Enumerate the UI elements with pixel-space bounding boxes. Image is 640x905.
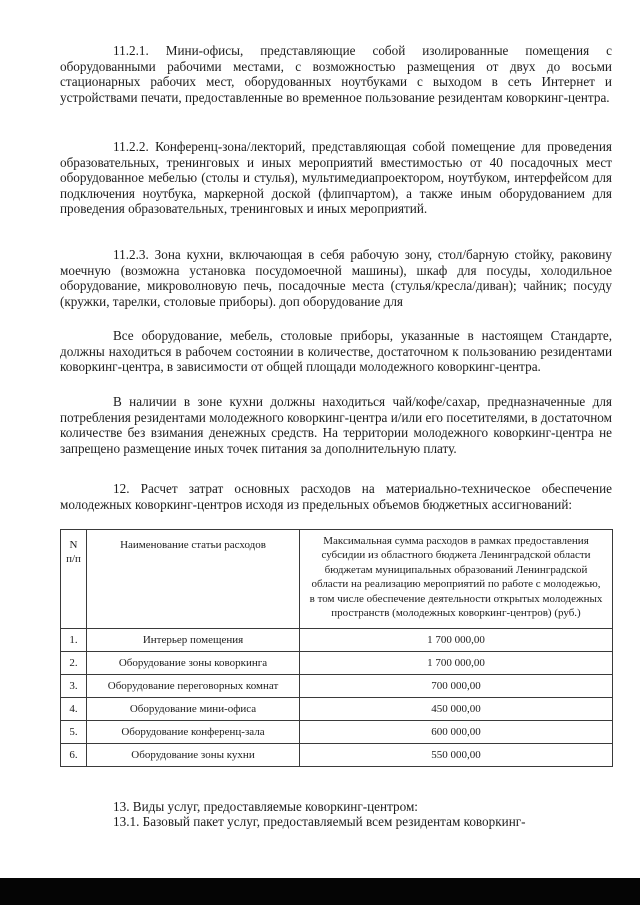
row-amount: 450 000,00 xyxy=(300,698,613,721)
row-item-name: Оборудование зоны коворкинга xyxy=(87,652,300,675)
row-number: 5. xyxy=(61,721,87,744)
header-item-name: Наименование статьи расходов xyxy=(87,530,300,629)
budget-table xyxy=(60,529,613,767)
row-number: 4. xyxy=(61,698,87,721)
paragraph-equipment: Все оборудование, мебель, столовые приборы, указанные в настоящем Стандарте, должны находиться в рабочем состоянии в количестве, достаточном к пользованию резидентами коворкинг-центра, в зависимости от общей площади молодежного коворкинг-центра. xyxy=(60,328,612,375)
row-item-name: Оборудование зоны кухни xyxy=(87,744,300,767)
row-amount: 1 700 000,00 xyxy=(300,629,613,652)
row-number: 3. xyxy=(61,675,87,698)
paragraph-11-2-2: 11.2.2. Конференц-зона/лекторий, представляющая собой помещение для проведения образовательных, тренинговых и иных мероприятий вместимостью от 40 посадочных мест оборудованное мебелью (столы и стулья), мультимедиапроектором, ноутбуком, интерфейсом для подключения ноутбука, маркерной доской (флипчартом), а также иным оборудованием для проведения образовательных, тренинговых и иных мероприятий. xyxy=(60,139,612,217)
row-item-name: Интерьер помещения xyxy=(87,629,300,652)
row-amount: 600 000,00 xyxy=(300,721,613,744)
table-row xyxy=(61,744,613,767)
section-13-heading: 13. Виды услуг, предоставляемые коворкинг-центром: xyxy=(113,799,418,814)
header-max-amount: Максимальная сумма расходов в рамках предоставления субсидии из областного бюджета Ленинградской области бюджетам муниципальных образований Ленинградской области на реализацию мероприятий по работе с молодежью, в том числе обеспечение деятельности открытых молодежных пространств (молодежных коворкинг-центров) (руб.) xyxy=(300,530,613,629)
row-item-name: Оборудование конференц-зала xyxy=(87,721,300,744)
row-amount: 700 000,00 xyxy=(300,675,613,698)
table-header-row xyxy=(61,530,613,629)
table-row xyxy=(61,675,613,698)
section-13-1-line: 13.1. Базовый пакет услуг, предоставляемый всем резидентам коворкинг- xyxy=(113,814,526,829)
paragraph-11-2-1: 11.2.1. Мини-офисы, представляющие собой изолированные помещения с оборудованными рабочими местами, с возможностью размещения от двух до восьми стационарных рабочих мест, оборудованных ноутбуками с выходом в сеть Интернет и устройствами печати, предоставленные во временное пользование резидентам коворкинг-центра. xyxy=(60,43,612,105)
row-item-name: Оборудование переговорных комнат xyxy=(87,675,300,698)
row-number: 6. xyxy=(61,744,87,767)
row-item-name: Оборудование мини-офиса xyxy=(87,698,300,721)
paragraph-12-heading: 12. Расчет затрат основных расходов на материально-техническое обеспечение молодежных коворкинг-центров исходя из предельных объемов бюджетных ассигнований: xyxy=(60,481,612,512)
header-number: N п/п xyxy=(61,530,87,629)
row-number: 1. xyxy=(61,629,87,652)
row-amount: 550 000,00 xyxy=(300,744,613,767)
scan-bottom-edge xyxy=(0,878,640,905)
table-row xyxy=(61,721,613,744)
table-row xyxy=(61,629,613,652)
paragraph-11-2-3: 11.2.3. Зона кухни, включающая в себя рабочую зону, стол/барную стойку, раковину моечную (возможна установка посудомоечной машины), шкаф для посуды, холодильное оборудование, микроволновую печь, посадочные места (стулья/кресла/диван); чайник; посуду (кружки, тарелки, столовые приборы). доп оборудование для xyxy=(60,247,612,309)
row-amount: 1 700 000,00 xyxy=(300,652,613,675)
table-row xyxy=(61,698,613,721)
row-number: 2. xyxy=(61,652,87,675)
paragraph-kitchen-supplies: В наличии в зоне кухни должны находиться чай/кофе/сахар, предназначенные для потребления резидентами молодежного коворкинг-центра и/или его посетителями, в достаточном количестве без взимания денежных средств. На территории молодежного коворкинг-центра не запрещено размещение иных точек питания за дополнительную плату. xyxy=(60,394,612,456)
table-row xyxy=(61,652,613,675)
